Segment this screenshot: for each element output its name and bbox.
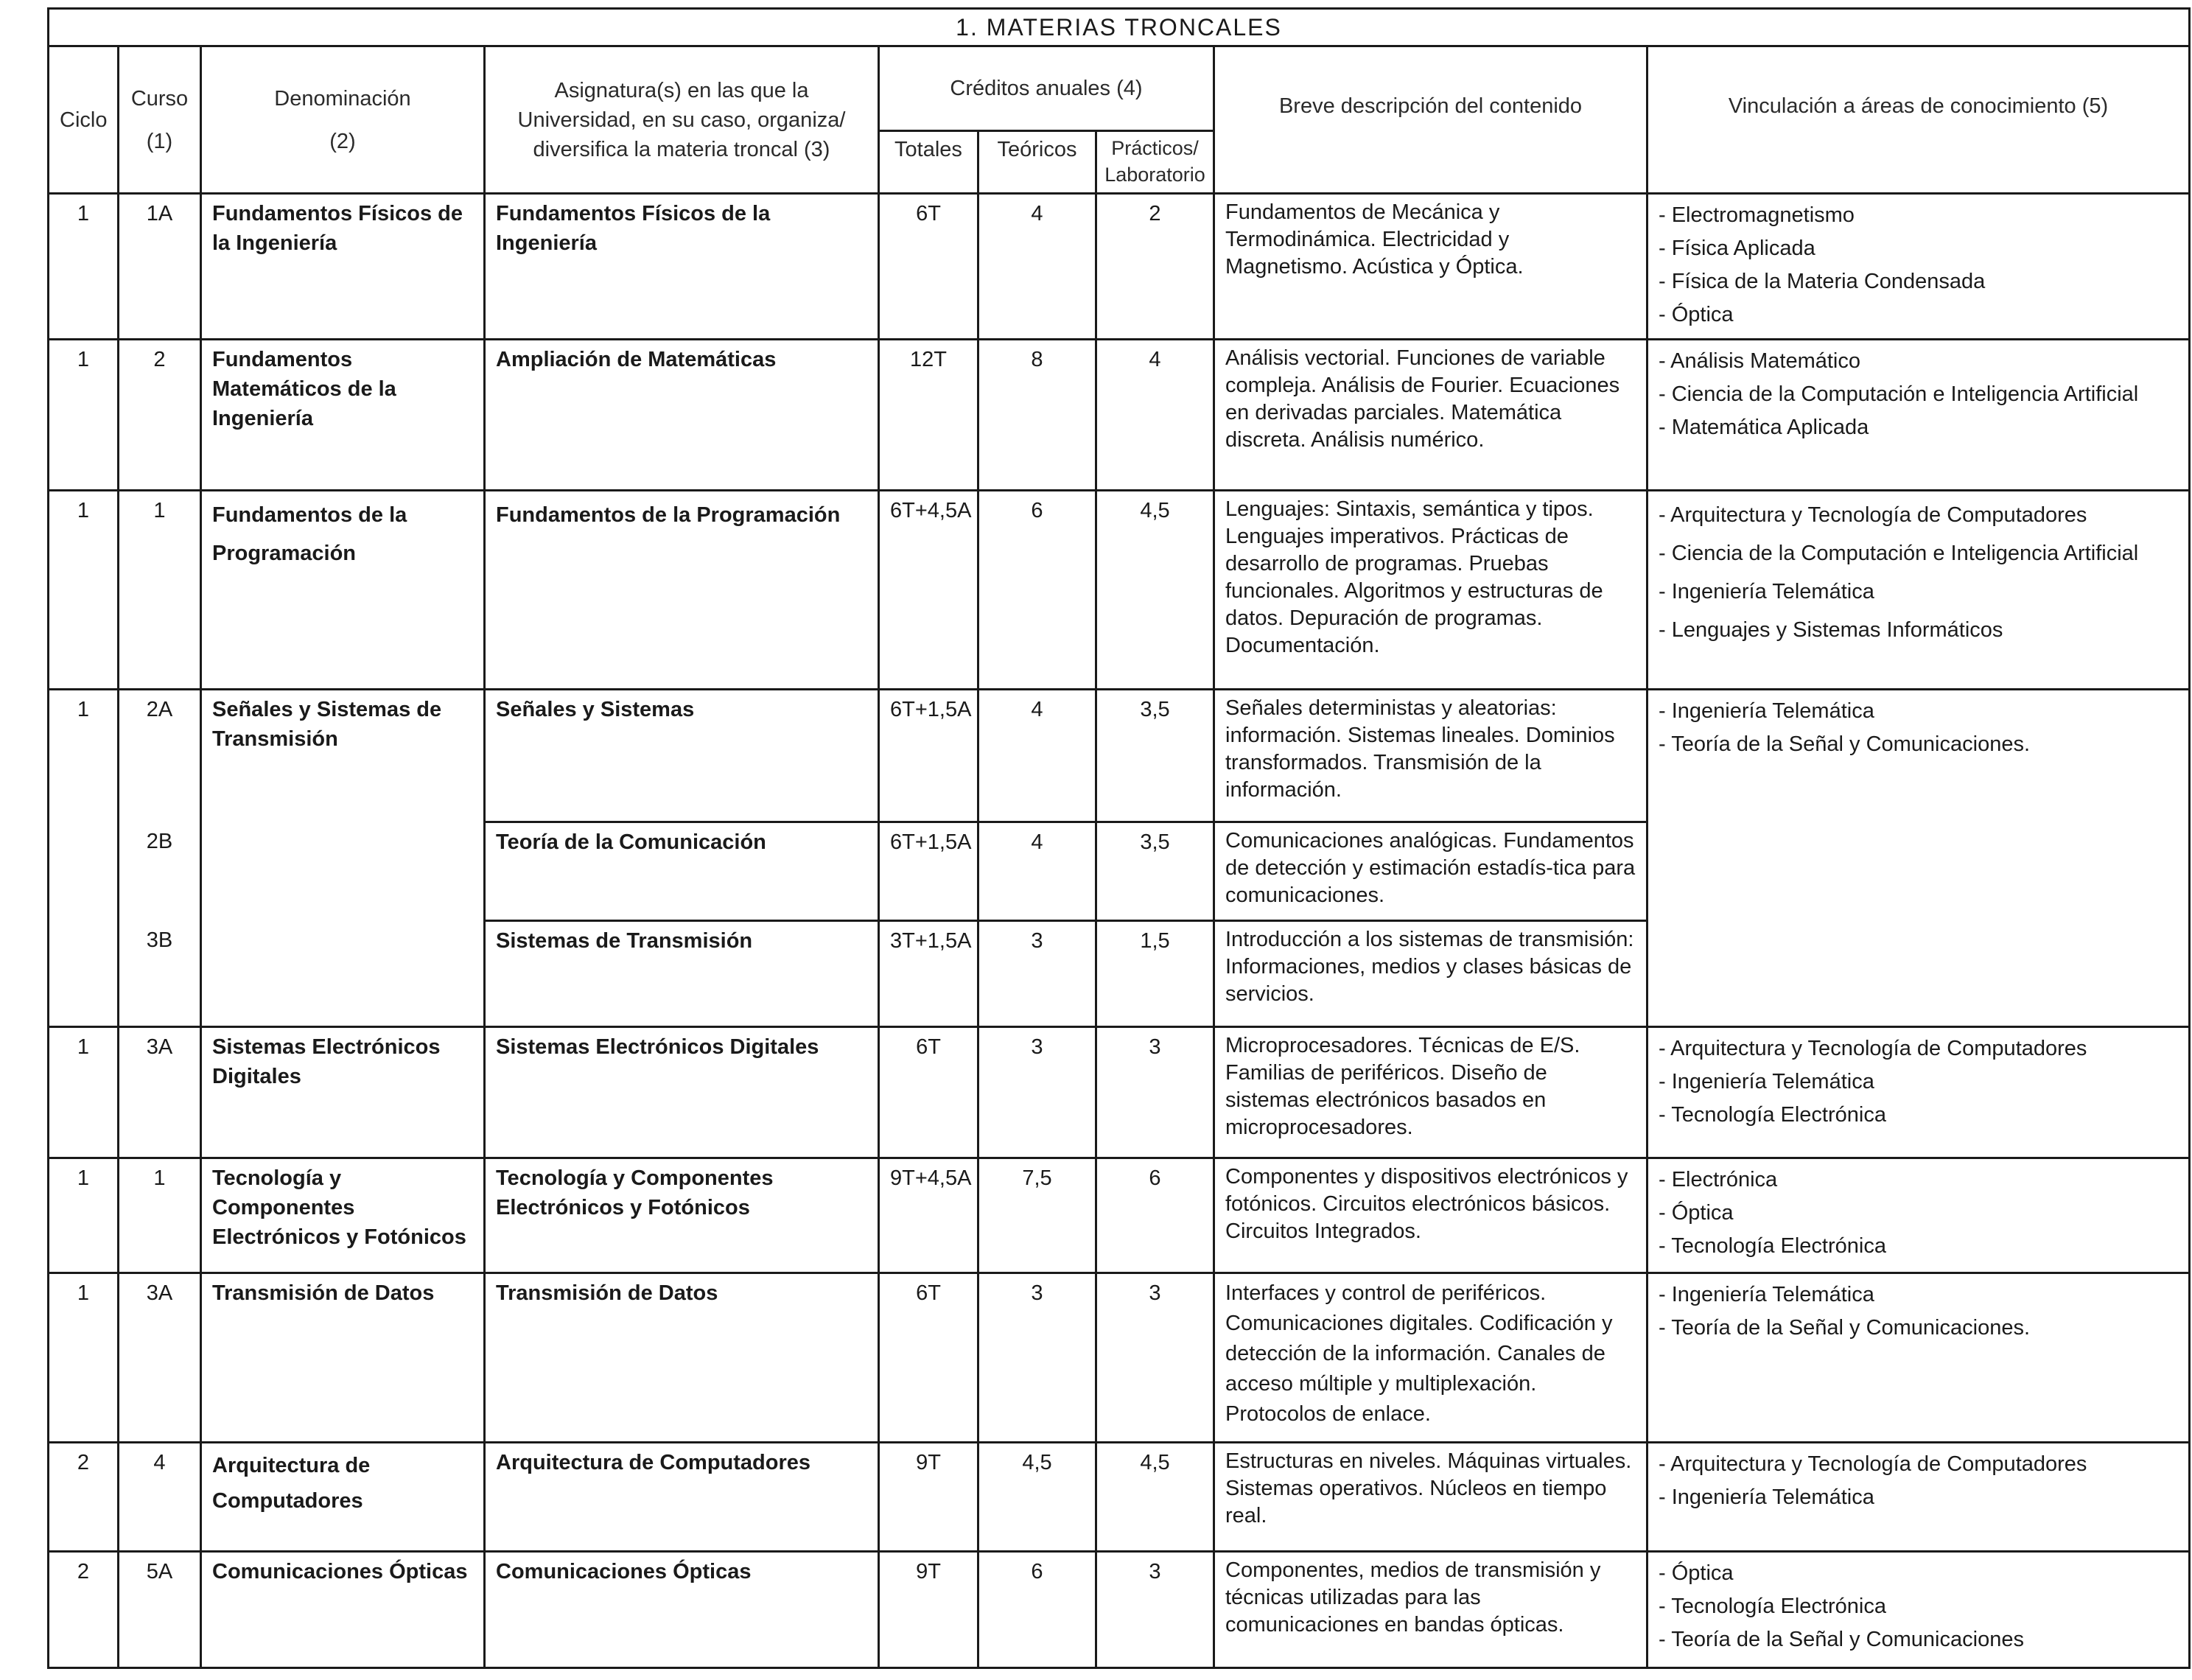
cell-curso: 1A — [119, 194, 201, 340]
cell-descripcion: Introducción a los sistemas de transmisión: Informaciones, medios y clases básicas de servicios. — [1214, 921, 1647, 1027]
cell-teoricos: 3 — [978, 1027, 1096, 1158]
cell-denominacion: Fundamentos de la Programación — [201, 491, 485, 690]
cell-practicos: 3 — [1096, 1552, 1214, 1668]
area-item: - Ingeniería Telemática — [1659, 1070, 1874, 1093]
cell-practicos: 4 — [1096, 340, 1214, 491]
cell-areas — [1647, 1443, 2190, 1552]
cell-curso: 4 — [119, 1443, 201, 1552]
cell-teoricos: 4 — [978, 690, 1096, 822]
area-item: - Arquitectura y Tecnología de Computadores — [1659, 503, 2087, 527]
header-vinculacion: Vinculación a áreas de conocimiento (5) — [1647, 46, 2190, 194]
cell-teoricos: 3 — [978, 1273, 1096, 1443]
header-descripcion: Breve descripción del contenido — [1214, 46, 1647, 194]
cell-teoricos: 4,5 — [978, 1443, 1096, 1552]
cell-descripcion: Componentes, medios de transmisión y técnicas utilizadas para las comunicaciones en bandas ópticas. — [1214, 1552, 1647, 1668]
cell-practicos: 3,5 — [1096, 822, 1214, 921]
cell-teoricos: 8 — [978, 340, 1096, 491]
cell-totales: 9T — [879, 1552, 978, 1668]
cell-totales: 3T+1,5A — [879, 921, 978, 1027]
header-asignatura: Asignatura(s) en las que la Universidad, en su caso, organiza/ diversifica la materia troncal (3) — [485, 46, 879, 194]
table-row — [49, 690, 2190, 822]
cell-descripcion: Fundamentos de Mecánica y Termodinámica. Electricidad y Magnetismo. Acústica y Óptica. — [1214, 194, 1647, 340]
cell-totales: 6T+1,5A — [879, 690, 978, 822]
cell-practicos: 4,5 — [1096, 491, 1214, 690]
cell-asignatura: Sistemas Electrónicos Digitales — [485, 1027, 879, 1158]
cell-denominacion: Fundamentos Físicos de la Ingeniería — [201, 194, 485, 340]
cell-areas — [1647, 194, 2190, 340]
cell-practicos: 3 — [1096, 1273, 1214, 1443]
cell-asignatura: Comunicaciones Ópticas — [485, 1552, 879, 1668]
header-denominacion-note: (2) — [329, 129, 356, 153]
troncales-table — [47, 7, 2191, 1669]
area-item: - Teoría de la Señal y Comunicaciones. — [1659, 732, 2031, 756]
cell-denominacion: Arquitectura de Computadores — [201, 1443, 485, 1552]
cell-areas — [1647, 1552, 2190, 1668]
cell-descripcion: Lenguajes: Sintaxis, semántica y tipos. Lenguajes imperativos. Prácticas de desarrollo de programas. Pruebas funcionales. Algoritmos y estructuras de datos. Depuración de programas. Documentación. — [1214, 491, 1647, 690]
cell-descripcion: Señales deterministas y aleatorias: información. Sistemas lineales. Dominios transformados. Transmisión de la información. — [1214, 690, 1647, 822]
area-item: - Tecnología Electrónica — [1659, 1595, 1886, 1618]
table-row — [49, 1443, 2190, 1552]
cell-practicos: 2 — [1096, 194, 1214, 340]
cell-teoricos: 6 — [978, 1552, 1096, 1668]
cell-practicos: 6 — [1096, 1158, 1214, 1273]
area-item: - Teoría de la Señal y Comunicaciones. — [1659, 1316, 2031, 1340]
header-curso-label: Curso — [130, 86, 189, 111]
cell-curso: 2A — [119, 690, 201, 822]
header-curso — [119, 46, 201, 194]
cell-ciclo: 1 — [49, 1273, 119, 1443]
table-row — [49, 194, 2190, 340]
area-item: - Lenguajes y Sistemas Informáticos — [1659, 618, 2003, 642]
cell-teoricos: 6 — [978, 491, 1096, 690]
cell-areas — [1647, 340, 2190, 491]
cell-practicos: 4,5 — [1096, 1443, 1214, 1552]
cell-practicos: 1,5 — [1096, 921, 1214, 1027]
cell-areas — [1647, 1027, 2190, 1158]
cell-asignatura: Transmisión de Datos — [485, 1273, 879, 1443]
area-item: - Arquitectura y Tecnología de Computadores — [1659, 1452, 2087, 1476]
area-item: - Ingeniería Telemática — [1659, 699, 1874, 723]
cell-teoricos: 4 — [978, 822, 1096, 921]
cell-areas — [1647, 491, 2190, 690]
cell-totales: 12T — [879, 340, 978, 491]
cell-asignatura: Fundamentos de la Programación — [485, 491, 879, 690]
table-row — [49, 491, 2190, 690]
cell-areas — [1647, 1273, 2190, 1443]
area-item: - Tecnología Electrónica — [1659, 1234, 1886, 1258]
area-item: - Ciencia de la Computación e Inteligencia Artificial — [1659, 382, 2139, 406]
cell-areas — [1647, 690, 2190, 1027]
cell-denominacion: Comunicaciones Ópticas — [201, 1552, 485, 1668]
table-row — [49, 1027, 2190, 1158]
area-item: - Ingeniería Telemática — [1659, 1485, 1874, 1509]
cell-descripcion: Análisis vectorial. Funciones de variable compleja. Análisis de Fourier. Ecuaciones en derivadas parciales. Matemática discreta. Análisis numérico. — [1214, 340, 1647, 491]
area-item: - Óptica — [1659, 303, 1734, 326]
cell-asignatura: Señales y Sistemas — [485, 690, 879, 822]
header-ciclo: Ciclo — [49, 46, 119, 194]
cell-curso: 3A — [119, 1273, 201, 1443]
cell-asignatura: Teoría de la Comunicación — [485, 822, 879, 921]
cell-totales: 6T — [879, 1027, 978, 1158]
cell-curso: 3B — [119, 921, 201, 1027]
area-item: - Ciencia de la Computación e Inteligencia Artificial — [1659, 542, 2139, 565]
cell-denominacion: Transmisión de Datos — [201, 1273, 485, 1443]
cell-curso: 2 — [119, 340, 201, 491]
cell-asignatura: Arquitectura de Computadores — [485, 1443, 879, 1552]
cell-denominacion: Sistemas Electrónicos Digitales — [201, 1027, 485, 1158]
table-row — [49, 340, 2190, 491]
cell-areas — [1647, 1158, 2190, 1273]
cell-denominacion: Señales y Sistemas de Transmisión — [201, 690, 485, 1027]
cell-ciclo: 1 — [49, 340, 119, 491]
table-row — [49, 1552, 2190, 1668]
cell-denominacion: Tecnología y Componentes Electrónicos y Fotónicos — [201, 1158, 485, 1273]
cell-descripcion: Componentes y dispositivos electrónicos y fotónicos. Circuitos electrónicos básicos. Circuitos Integrados. — [1214, 1158, 1647, 1273]
header-teoricos: Teóricos — [978, 131, 1096, 194]
area-item: - Electromagnetismo — [1659, 203, 1855, 227]
area-item: - Ingeniería Telemática — [1659, 1283, 1874, 1306]
area-item: - Ingeniería Telemática — [1659, 580, 1874, 603]
cell-ciclo: 1 — [49, 690, 119, 1027]
cell-totales: 9T — [879, 1443, 978, 1552]
cell-teoricos: 7,5 — [978, 1158, 1096, 1273]
cell-practicos: 3 — [1096, 1027, 1214, 1158]
cell-descripcion: Interfaces y control de periféricos. Comunicaciones digitales. Codificación y detección de la información. Canales de acceso múltiple y multiplexación. Protocolos de enlace. — [1214, 1273, 1647, 1443]
area-item: - Análisis Matemático — [1659, 349, 1860, 373]
cell-practicos: 3,5 — [1096, 690, 1214, 822]
cell-descripcion: Estructuras en niveles. Máquinas virtuales. Sistemas operativos. Núcleos en tiempo real. — [1214, 1443, 1647, 1552]
cell-totales: 6T+4,5A — [879, 491, 978, 690]
cell-ciclo: 2 — [49, 1443, 119, 1552]
cell-totales: 6T — [879, 1273, 978, 1443]
table-title: 1. MATERIAS TRONCALES — [49, 9, 2190, 46]
header-denominacion — [201, 46, 485, 194]
cell-teoricos: 4 — [978, 194, 1096, 340]
cell-totales: 6T — [879, 194, 978, 340]
cell-curso: 1 — [119, 1158, 201, 1273]
cell-totales: 6T+1,5A — [879, 822, 978, 921]
cell-ciclo: 1 — [49, 1158, 119, 1273]
cell-asignatura: Fundamentos Físicos de la Ingeniería — [485, 194, 879, 340]
cell-descripcion: Microprocesadores. Técnicas de E/S. Familias de periféricos. Diseño de sistemas electrónicos basados en microprocesadores. — [1214, 1027, 1647, 1158]
cell-denominacion: Fundamentos Matemáticos de la Ingeniería — [201, 340, 485, 491]
area-item: - Matemática Aplicada — [1659, 416, 1869, 439]
header-denominacion-label: Denominación — [274, 86, 411, 111]
area-item: - Arquitectura y Tecnología de Computadores — [1659, 1037, 2087, 1060]
cell-asignatura: Ampliación de Matemáticas — [485, 340, 879, 491]
header-practicos: Prácticos/ Laboratorio — [1096, 131, 1214, 194]
cell-curso: 2B — [119, 822, 201, 921]
header-curso-note: (1) — [146, 129, 173, 153]
cell-ciclo: 1 — [49, 1027, 119, 1158]
cell-curso: 1 — [119, 491, 201, 690]
area-item: - Óptica — [1659, 1561, 1734, 1585]
table-row — [49, 1273, 2190, 1443]
area-item: - Óptica — [1659, 1201, 1734, 1225]
table-row — [49, 1158, 2190, 1273]
cell-asignatura: Sistemas de Transmisión — [485, 921, 879, 1027]
cell-totales: 9T+4,5A — [879, 1158, 978, 1273]
area-item: - Física Aplicada — [1659, 237, 1815, 260]
header-creditos: Créditos anuales (4) — [879, 46, 1214, 131]
cell-ciclo: 1 — [49, 491, 119, 690]
cell-ciclo: 2 — [49, 1552, 119, 1668]
cell-ciclo: 1 — [49, 194, 119, 340]
cell-curso: 5A — [119, 1552, 201, 1668]
area-item: - Electrónica — [1659, 1168, 1778, 1191]
troncales-document — [47, 7, 2188, 1669]
area-item: - Tecnología Electrónica — [1659, 1103, 1886, 1127]
header-totales: Totales — [879, 131, 978, 194]
cell-teoricos: 3 — [978, 921, 1096, 1027]
cell-asignatura: Tecnología y Componentes Electrónicos y Fotónicos — [485, 1158, 879, 1273]
area-item: - Teoría de la Señal y Comunicaciones — [1659, 1628, 2024, 1651]
area-item: - Física de la Materia Condensada — [1659, 270, 1986, 293]
cell-descripcion: Comunicaciones analógicas. Fundamentos de detección y estimación estadís-tica para comunicaciones. — [1214, 822, 1647, 921]
cell-curso: 3A — [119, 1027, 201, 1158]
